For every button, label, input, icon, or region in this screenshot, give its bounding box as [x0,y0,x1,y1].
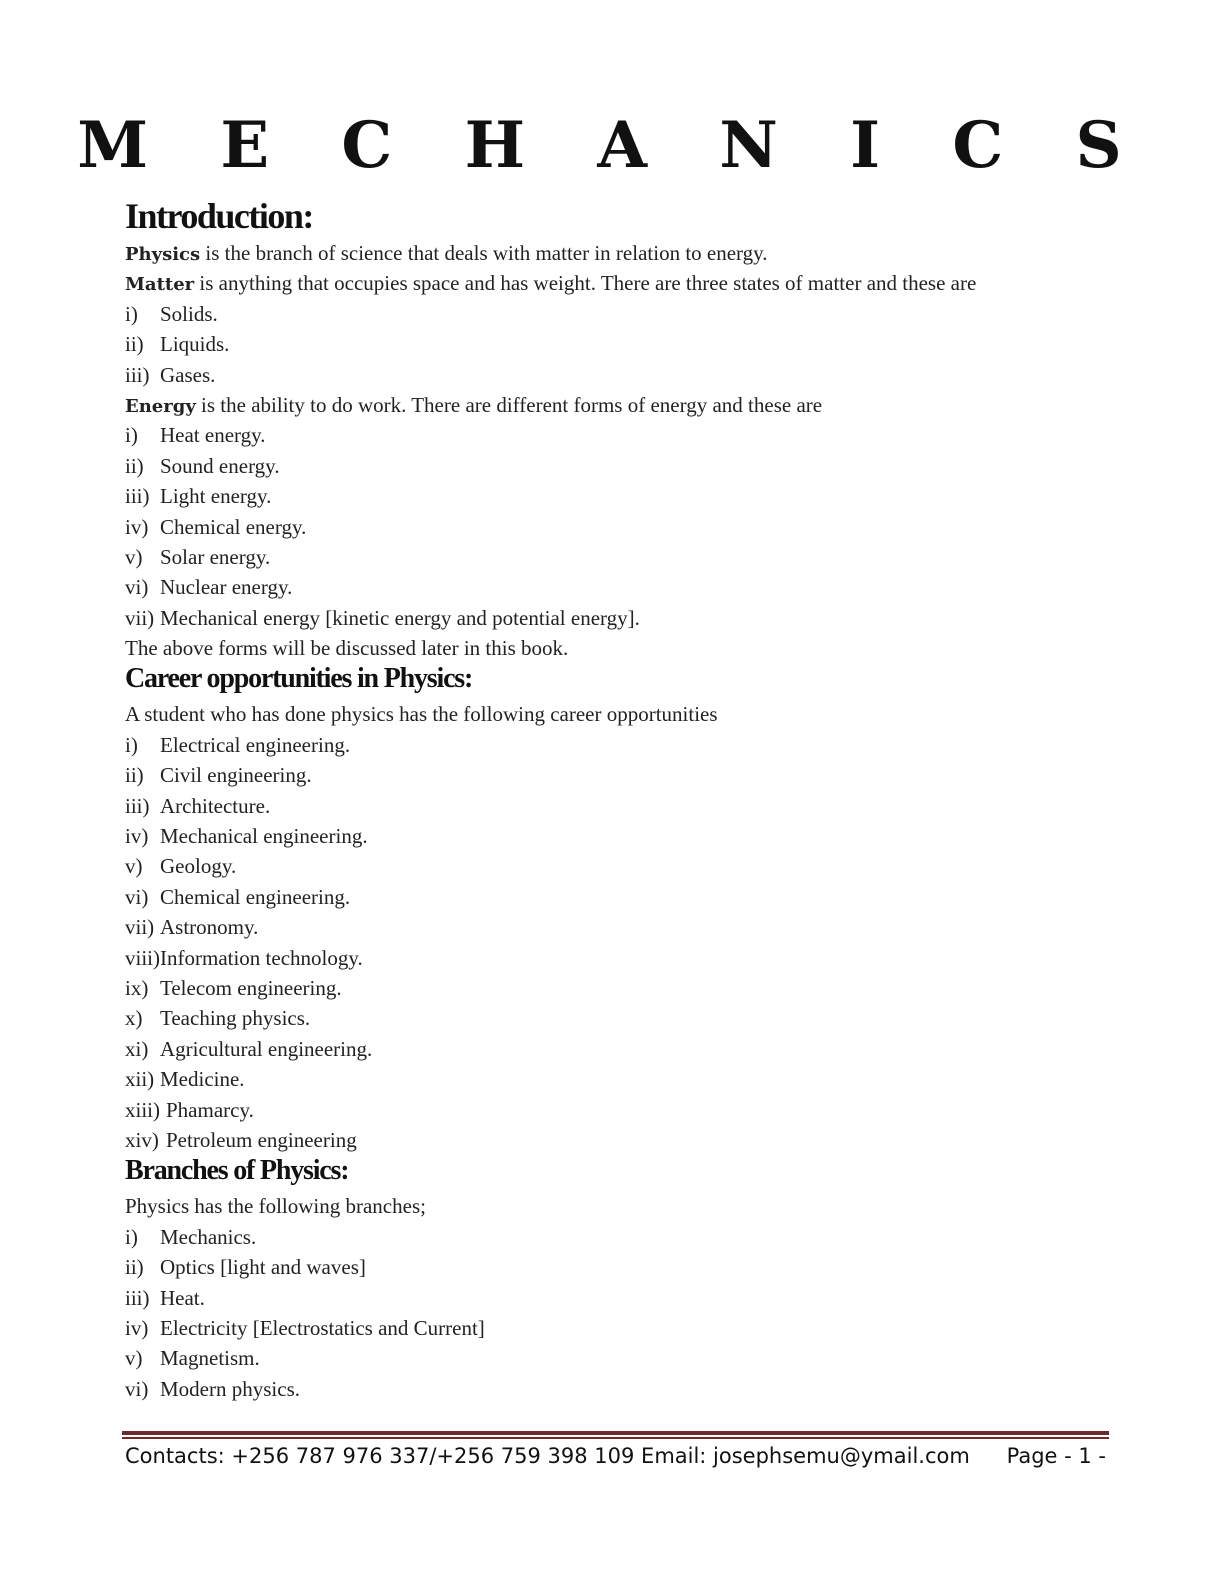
energy-definition-text: is the ability to do work. There are different forms of energy and these are [195,392,823,417]
matter-definition [125,268,1115,298]
physics-term: Physics [125,244,201,265]
document-title: M E C H A N I C S [77,108,1147,183]
list-item: ii) Civil engineering. [125,763,312,788]
list-item: vi) Modern physics. [125,1376,300,1401]
energy-definition [125,390,1115,420]
energy-forms-list [125,420,1115,633]
list-item: iii) Heat. [125,1285,205,1310]
footer-contacts: Contacts: +256 787 976 337/+256 759 398 109 Email: josephsemu@ymail.com [125,1444,970,1468]
list-item: vi) Nuclear energy. [125,575,293,600]
list-item: iv) Electricity [Electrostatics and Current] [125,1315,485,1340]
list-item: viii) Information technology. [125,945,363,970]
list-item: ix) Telecom engineering. [125,975,342,1000]
states-of-matter-list [125,299,1115,390]
list-item: vii) Mechanical energy [kinetic energy and potential energy]. [125,605,640,630]
list-item: i) Solids. [125,301,218,326]
list-item: ii) Sound energy. [125,453,280,478]
list-item: ii) Optics [light and waves] [125,1255,366,1280]
page-number: Page - 1 - [1006,1444,1106,1468]
energy-term: Energy [125,395,196,417]
document-body [125,196,1115,1404]
matter-definition-text: is anything that occupies space and has weight. There are three states of matter and these are [194,271,977,296]
physics-definition [125,238,1115,268]
footer-divider-thin [122,1437,1109,1439]
list-item: iii) Light energy. [125,484,272,509]
branches-heading: Branches of Physics: [125,1155,349,1187]
list-item: i) Heat energy. [125,423,266,448]
list-item: xiv) Petroleum engineering [125,1127,357,1152]
list-item: iv) Mechanical engineering. [125,824,368,849]
matter-term: Matter [125,274,195,296]
list-item: v) Solar energy. [125,544,271,569]
footer-divider [122,1431,1109,1435]
careers-list [125,730,1115,1155]
list-item: ii) Liquids. [125,332,230,357]
list-item: xi) Agricultural engineering. [125,1036,373,1061]
list-item: iii) Architecture. [125,793,271,818]
list-item: vii) Astronomy. [125,915,259,940]
list-item: x) Teaching physics. [125,1006,311,1031]
careers-heading: Career opportunities in Physics: [125,663,473,695]
list-item: iii) Gases. [125,362,216,387]
introduction-heading: Introduction: [125,196,313,236]
physics-definition-text: is the branch of science that deals with matter in relation to energy. [200,241,768,265]
list-item: vi) Chemical engineering. [125,884,351,909]
list-item: i) Mechanics. [125,1224,257,1249]
branches-lead: Physics has the following branches; [125,1194,426,1219]
list-item: i) Electrical engineering. [125,732,351,757]
list-item: iv) Chemical energy. [125,514,307,539]
list-item: xiii) Phamarcy. [125,1097,254,1122]
branches-list [125,1222,1115,1404]
list-item: v) Geology. [125,854,237,879]
careers-lead: A student who has done physics has the following career opportunities [125,702,718,727]
list-item: v) Magnetism. [125,1346,260,1371]
energy-closing-note: The above forms will be discussed later in this book. [125,636,569,661]
list-item: xii) Medicine. [125,1067,245,1092]
